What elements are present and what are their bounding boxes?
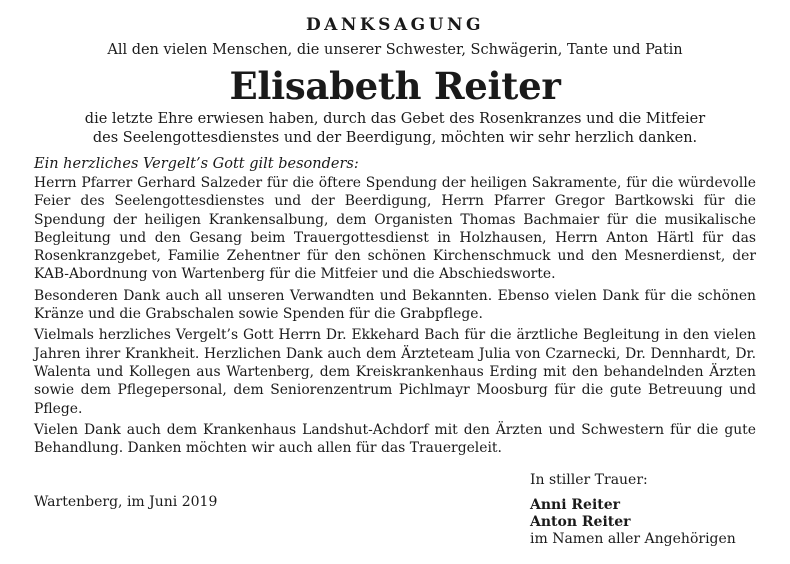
lead-line: des Seelengottesdienstes und der Beerdigung, möchten wir sehr herzlich danken. [92, 130, 698, 146]
thanks-paragraph-clergy: Herrn Pfarrer Gerhard Salzeder für die öftere Spendung der heiligen Sakramente, für die würdevolle Feier des Seelengottesdienstes und der Beerdigung, Herrn Pfarrer Gregor Bartkowski für die Spendung der heiligen Krankensalbung, dem Organisten Thomas Bachmaier für die musikalische Begleitung und den Gesang beim Trauergottesdienst in Holzhausen, Herrn Anton Härtl für das Rosenkranzgebet, Familie Zehentner für den schönen Kirchenschmuck und den Mesnerdienst, der KAB-Abordnung von Wartenberg für die Mitfeier und die Abschiedsworte. [34, 175, 756, 283]
lead-text [34, 110, 756, 148]
signatory-name: Anton Reiter [530, 514, 631, 530]
place-date: Wartenberg, im Juni 2019 [34, 494, 218, 510]
intro-line: All den vielen Menschen, die unserer Schwester, Schwägerin, Tante und Patin [107, 42, 683, 58]
notice-heading: DANKSAGUNG [305, 15, 485, 35]
thanks-subheading: Ein herzliches Vergelt’s Gott gilt besonders: [34, 156, 359, 172]
signatory-name: Anni Reiter [530, 497, 621, 513]
thanks-paragraph-relatives: Besonderen Dank auch all unseren Verwandten und Bekannten. Ebenso vielen Dank für die schönen Kränze und die Grabschalen sowie Spenden für die Grabpflege. [34, 287, 756, 323]
deceased-name: Elisabeth Reiter [229, 64, 561, 108]
thanks-paragraph-hospital: Vielen Dank auch dem Krankenhaus Landshut-Achdorf mit den Ärzten und Schwestern für die gute Behandlung. Danken möchten wir auch allen für das Trauergeleit. [34, 421, 756, 457]
thanks-paragraph-doctors: Vielmals herzliches Vergelt’s Gott Herrn Dr. Ekkehard Bach für die ärztliche Begleitung in den vielen Jahren ihrer Krankheit. Herzlichen Dank auch dem Ärzteteam Julia von Czarnecki, Dr. Dennhardt, Dr. Walenta und Kollegen aus Wartenberg, dem Kreiskrankenhaus Erding mit den behandelnden Ärzten sowie dem Pflegepersonal, dem Seniorenzentrum Pichlmayr Moosburg für die gute Betreuung und Pflege. [34, 327, 756, 417]
signature-label: In stiller Trauer: [530, 472, 648, 488]
signature-closing: im Namen aller Angehörigen [530, 531, 736, 547]
lead-line: die letzte Ehre erwiesen haben, durch das Gebet des Rosenkranzes und die Mitfeier [84, 111, 706, 127]
signature-block [530, 472, 736, 548]
